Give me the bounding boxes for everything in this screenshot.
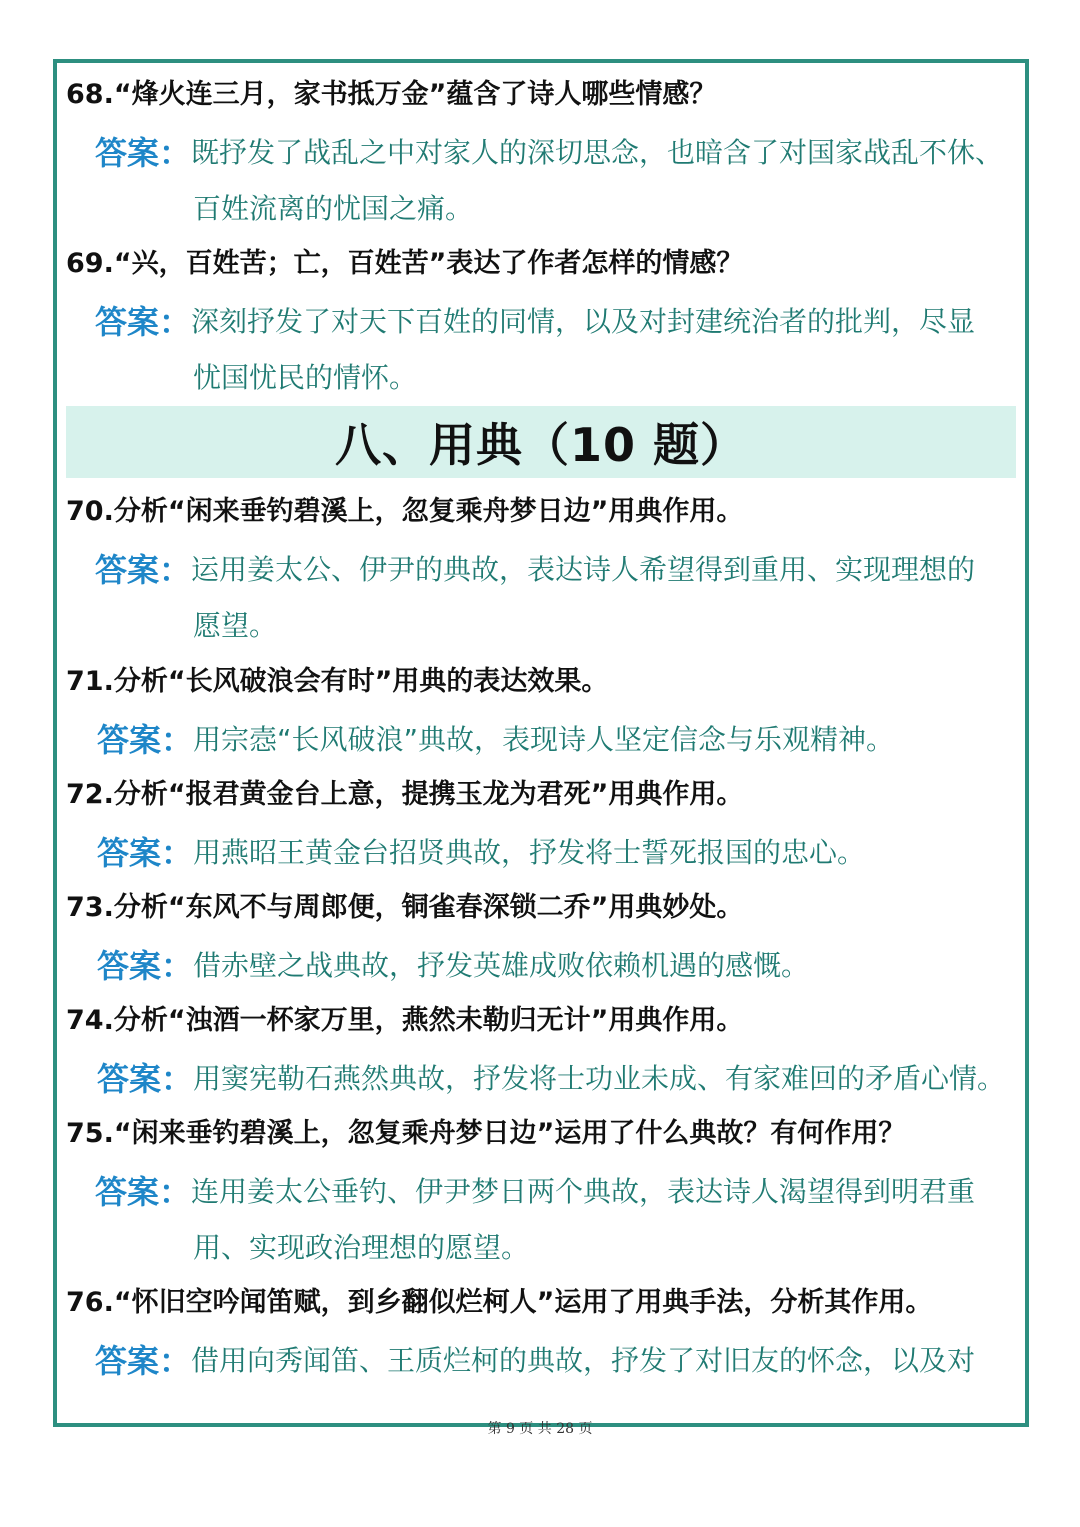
- page-number: 第 9 页 共 28 页: [487, 1421, 593, 1437]
- answer-text: 借赤壁之战典故，抒发英雄成败依赖机遇的感慨。: [193, 949, 810, 982]
- answer-72: [97, 825, 1022, 881]
- answer-text-cont: 愿望。: [193, 609, 278, 642]
- answer-text-cont: 用、实现政治理想的愿望。: [193, 1231, 530, 1264]
- answer-label: 答案：: [97, 721, 194, 759]
- answer-text: 用窦宪勒石燕然典故，抒发将士功业未成、有家难回的矛盾心情。: [193, 1062, 1006, 1095]
- question-75: 75.“闲来垂钓碧溪上，忽复乘舟梦日边”运用了什么典故？有何作用？: [66, 1118, 906, 1149]
- question-71: 71.分析“长风破浪会有时”用典的表达效果。: [66, 666, 609, 697]
- answer-71: [97, 712, 1022, 768]
- question-68: 68.“烽火连三月，家书抵万金”蕴含了诗人哪些情感？: [66, 79, 717, 110]
- answer-text: 运用姜太公、伊尹的典故，表达诗人希望得到重用、实现理想的: [191, 553, 976, 586]
- answer-label: 答案：: [95, 303, 192, 341]
- answer-text: 用宗悫“长风破浪”典故，表现诗人坚定信念与乐观精神。: [193, 723, 895, 756]
- question-73: 73.分析“东风不与周郎便，铜雀春深锁二乔”用典妙处。: [66, 892, 744, 923]
- answer-text: 深刻抒发了对天下百姓的同情，以及对封建统治者的批判，尽显: [191, 305, 976, 338]
- question-69: 69.“兴，百姓苦；亡，百姓苦”表达了作者怎样的情感？: [66, 248, 744, 279]
- answer-73: [97, 938, 1022, 994]
- answer-text: 既抒发了战乱之中对家人的深切思念，也暗含了对国家战乱不休、: [191, 136, 1004, 169]
- question-72: 72.分析“报君黄金台上意，提携玉龙为君死”用典作用。: [66, 779, 744, 810]
- answer-label: 答案：: [95, 551, 192, 589]
- question-70: 70.分析“闲来垂钓碧溪上，忽复乘舟梦日边”用典作用。: [66, 496, 744, 527]
- answer-76: [95, 1333, 1020, 1389]
- answer-74: [97, 1051, 1022, 1107]
- answer-label: 答案：: [95, 1342, 192, 1380]
- answer-68: [95, 125, 1020, 237]
- answer-text: 借用向秀闻笛、王质烂柯的典故，抒发了对旧友的怀念，以及对: [191, 1344, 976, 1377]
- section-title: 八、用典（10 题）: [334, 418, 748, 472]
- answer-text: 连用姜太公垂钓、伊尹梦日两个典故，表达诗人渴望得到明君重: [191, 1175, 976, 1208]
- answer-70: [95, 542, 1020, 654]
- answer-text-cont: 忧国忧民的情怀。: [193, 361, 418, 394]
- answer-label: 答案：: [97, 834, 194, 872]
- answer-text-cont: 百姓流离的忧国之痛。: [193, 192, 474, 225]
- question-76: 76.“怀旧空吟闻笛赋，到乡翻似烂柯人”运用了用典手法，分析其作用。: [66, 1287, 933, 1318]
- answer-69: [95, 294, 1020, 406]
- answer-label: 答案：: [97, 947, 194, 985]
- question-74: 74.分析“浊酒一杯家万里，燕然未勒归无计”用典作用。: [66, 1005, 744, 1036]
- answer-label: 答案：: [95, 134, 192, 172]
- answer-label: 答案：: [97, 1060, 194, 1098]
- answer-text: 用燕昭王黄金台招贤典故，抒发将士誓死报国的忠心。: [193, 836, 866, 869]
- answer-label: 答案：: [95, 1173, 192, 1211]
- section-header: [66, 406, 1016, 478]
- answer-75: [95, 1164, 1020, 1276]
